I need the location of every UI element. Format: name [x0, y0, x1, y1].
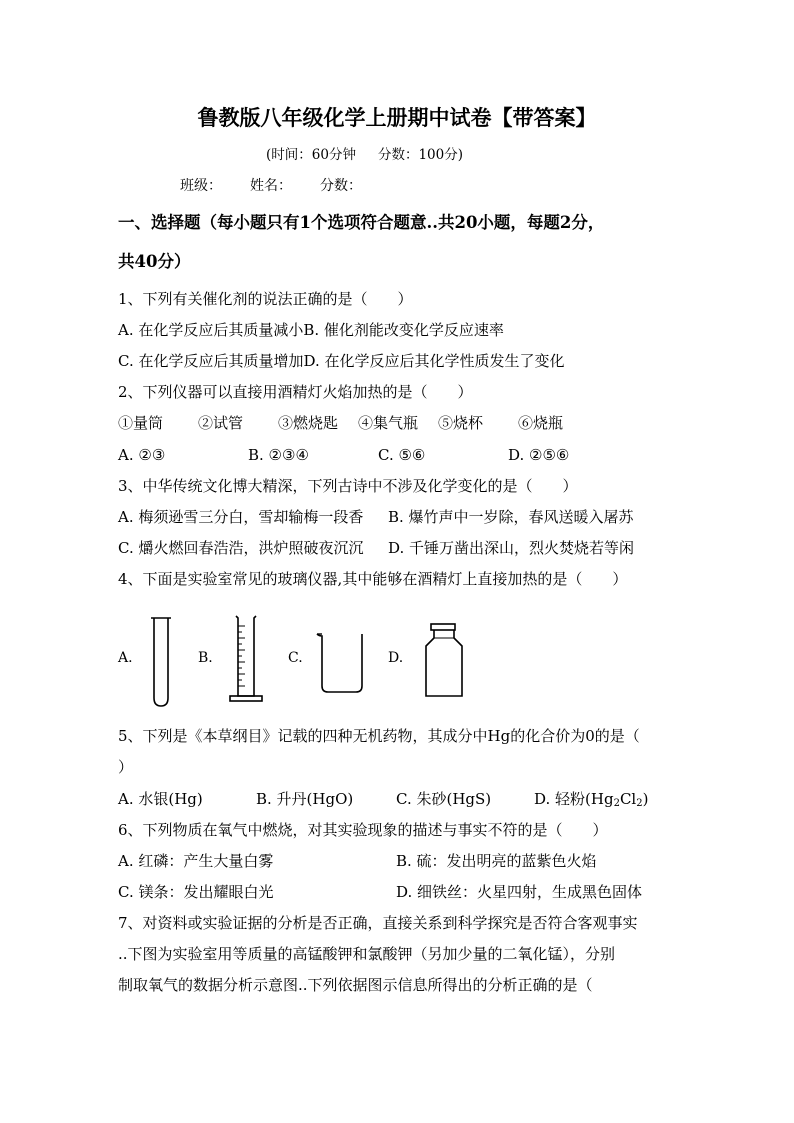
list-item: ②试管 [198, 414, 244, 432]
question-2-items [118, 413, 598, 433]
question-3-row-2 [118, 538, 635, 558]
question-4-stem: 4、下面是实验室常见的玻璃仪器,其中能够在酒精灯上直接加热的是（ ） [118, 570, 628, 588]
option-a-label: A. [118, 650, 133, 666]
question-4-apparatus [118, 608, 678, 708]
class-label: 班级： [180, 178, 222, 194]
option-d: D. 轻粉$(Hg_2Cl_2)$ [534, 790, 649, 809]
question-1-options-ab: A. 在化学反应后其质量减小B. 催化剂能改变化学反应速率 [118, 321, 504, 339]
exam-info [266, 143, 463, 163]
option-b: B. 升丹(HgO) [256, 790, 354, 808]
page-title: 鲁教版八年级化学上册期中试卷【带答案】 [197, 105, 597, 130]
question-7-line-3: 制取氧气的数据分析示意图..下列依据图示信息所得出的分析正确的是（ [118, 976, 593, 994]
question-1-options-cd: C. 在化学反应后其质量增加D. 在化学反应后其化学性质发生了变化 [118, 352, 565, 370]
option-b-label: B. [198, 650, 213, 666]
option-b: B. ②③④ [248, 446, 309, 464]
list-item: ①量筒 [118, 414, 164, 432]
question-6-stem: 6、下列物质在氧气中燃烧，对其实验现象的描述与事实不符的是（ ） [118, 821, 608, 839]
question-7-line-1: 7、对资料或实验证据的分析是否正确，直接关系到科学探究是否符合客观事实 [118, 914, 638, 932]
option-c: C. 朱砂(HgS) [396, 790, 492, 808]
question-3-row-1 [118, 507, 634, 527]
option-d: D. 千锤万凿出深山，烈火焚烧若等闲 [388, 539, 635, 557]
question-6-row-2 [118, 882, 643, 902]
reagent-bottle-icon [416, 622, 472, 702]
option-c-label: C. [288, 650, 303, 666]
graduated-cylinder-icon [222, 612, 268, 708]
student-info-line [180, 175, 390, 195]
list-item: ⑥烧瓶 [518, 414, 564, 432]
test-tube-icon [148, 614, 174, 710]
option-d-label: D. [388, 650, 404, 666]
question-2-options [118, 445, 638, 465]
option-c: C. 爝火燃回春浩浩，洪炉照破夜沉沉 [118, 539, 364, 557]
beaker-icon [314, 628, 370, 698]
option-d: D. 细铁丝：火星四射，生成黑色固体 [396, 883, 643, 901]
question-1-stem: 1、下列有关催化剂的说法正确的是（ ） [118, 290, 413, 308]
option-c: C. 镁条：发出耀眼白光 [118, 883, 274, 901]
time-limit: (时间：60分钟 [266, 147, 356, 163]
question-2-stem: 2、下列仪器可以直接用酒精灯火焰加热的是（ ） [118, 383, 473, 401]
option-a: A. 梅须逊雪三分白，雪却输梅一段香 [118, 508, 364, 526]
question-5-stem: 5、下列是《本草纲目》记载的四种无机药物，其成分中Hg的化合价为0的是（ [118, 727, 640, 745]
score-label: 分数： [320, 178, 362, 194]
option-a: A. 水银(Hg) [118, 790, 203, 808]
name-label: 姓名： [250, 178, 292, 194]
list-item: ⑤烧杯 [438, 414, 484, 432]
section-heading-cont: 共40分） [118, 252, 191, 271]
list-item: ③燃烧匙 [278, 414, 339, 432]
option-b: B. 硫：发出明亮的蓝紫色火焰 [396, 852, 597, 870]
question-6-row-1 [118, 851, 597, 871]
section-heading: 一、选择题（每小题只有1个选项符合题意..共20小题，每题2分， [118, 213, 605, 232]
option-b: B. 爆竹声中一岁除，春风送暖入屠苏 [388, 508, 634, 526]
list-item: ④集气瓶 [358, 414, 419, 432]
question-3-stem: 3、中华传统文化博大精深，下列古诗中不涉及化学变化的是（ ） [118, 477, 578, 495]
total-score: 分数：100分) [377, 147, 463, 163]
question-7-line-2: ..下图为实验室用等质量的高锰酸钾和氯酸钾（另加少量的二氧化锰），分别 [118, 945, 616, 963]
option-d: D. ②⑤⑥ [508, 446, 570, 464]
option-c: C. ⑤⑥ [378, 446, 426, 464]
option-a: A. ②③ [118, 446, 166, 464]
option-a: A. 红磷：产生大量白雾 [118, 852, 274, 870]
question-5-stem-cont: ） [118, 758, 134, 776]
